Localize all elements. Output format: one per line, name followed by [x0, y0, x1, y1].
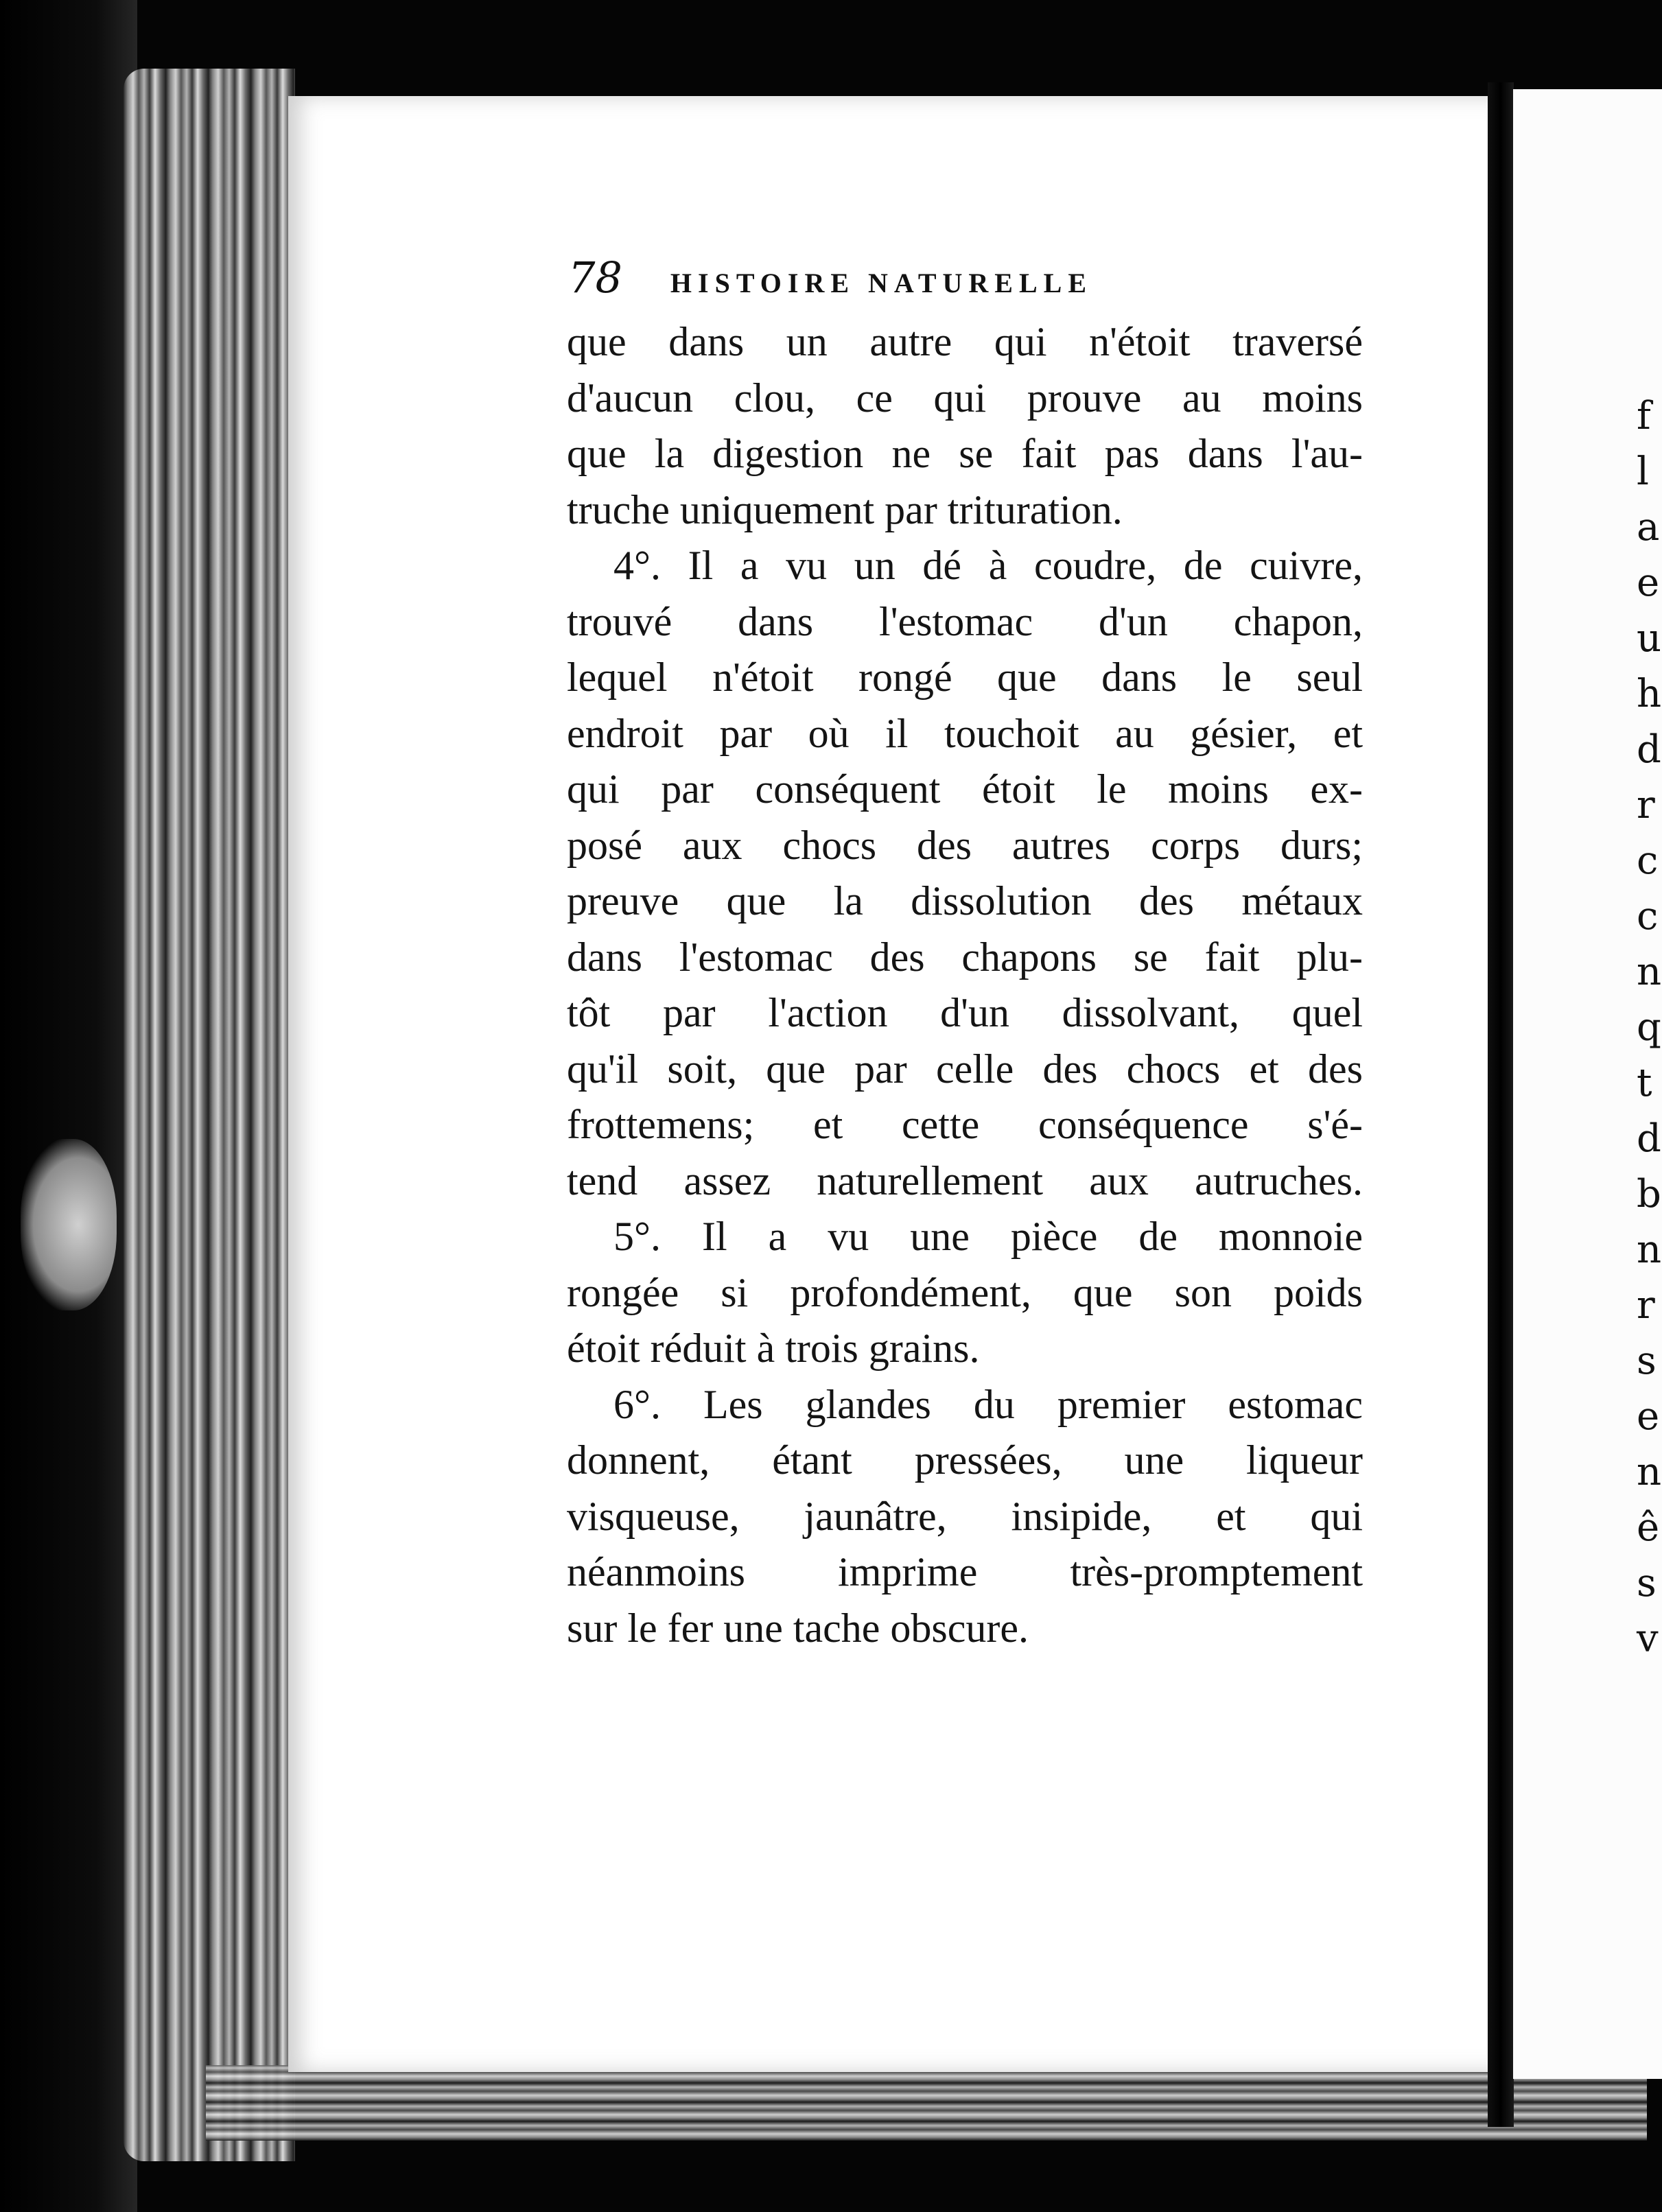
facing-letter: e — [1637, 1394, 1660, 1439]
page-number: 78 — [568, 252, 622, 303]
facing-letter: q — [1637, 1005, 1661, 1050]
facing-page-letters — [1637, 89, 1662, 1661]
text-line: tend assez naturellement aux autruches. — [567, 1157, 1363, 1203]
facing-letter: c — [1637, 894, 1659, 939]
text-line: tôt par l'action d'un dissolvant, quel — [567, 990, 1363, 1035]
facing-letter: h — [1637, 672, 1662, 716]
paragraph-start-line: 4°. Il a vu un dé à coudre, de cuivre, — [613, 543, 1363, 588]
paragraph-start-line: 5°. Il a vu une pièce de monnoie — [613, 1214, 1363, 1259]
facing-letter: f — [1637, 394, 1651, 438]
book-binding-edge — [124, 69, 295, 2161]
text-line: d'aucun clou, ce qui prouve au moins — [567, 375, 1363, 421]
text-line: qui par conséquent étoit le moins ex- — [567, 766, 1363, 812]
text-line: donnent, étant pressées, une liqueur — [567, 1437, 1363, 1483]
text-line: que la digestion ne se fait pas dans l'au- — [567, 431, 1363, 476]
facing-page-sliver — [1513, 89, 1662, 2079]
body-text — [567, 314, 1363, 1656]
facing-letter: d — [1637, 727, 1661, 772]
text-line: qu'il soit, que par celle des chocs et des — [567, 1046, 1363, 1092]
text-line: sur le fer une tache obscure. — [567, 1605, 1029, 1651]
text-line: endroit par où il touchoit au gésier, et — [567, 710, 1363, 756]
facing-letter: t — [1637, 1061, 1652, 1105]
binding-shadow — [0, 0, 137, 2212]
text-line: dans l'estomac des chapons se fait plu- — [567, 934, 1363, 980]
facing-letter: e — [1637, 561, 1660, 605]
facing-letter: s — [1637, 1339, 1657, 1383]
text-line: rongée si profondément, que son poids — [567, 1269, 1363, 1315]
page-header — [568, 252, 1254, 307]
facing-letter: n — [1637, 950, 1662, 994]
facing-letter: b — [1637, 1172, 1661, 1216]
facing-letter: c — [1637, 838, 1659, 883]
facing-letter: s — [1637, 1561, 1657, 1605]
text-line: truche uniquement par trituration. — [567, 486, 1123, 532]
paragraph-start-line: 6°. Les glandes du premier estomac — [613, 1381, 1363, 1427]
facing-letter: l — [1637, 449, 1649, 494]
text-line: néanmoins imprime très-promptement — [567, 1549, 1363, 1595]
facing-letter: n — [1637, 1227, 1662, 1272]
facing-letter: r — [1637, 783, 1655, 827]
text-line: étoit réduit à trois grains. — [567, 1326, 980, 1371]
page-bottom-edge — [206, 2065, 1647, 2141]
text-line: que dans un autre qui n'étoit traversé — [567, 319, 1363, 364]
facing-letter: u — [1637, 616, 1662, 661]
facing-letter: d — [1637, 1116, 1661, 1161]
facing-letter: a — [1637, 505, 1660, 550]
text-line: lequel n'étoit rongé que dans le seul — [567, 655, 1363, 700]
text-line: frottemens; et cette conséquence s'é- — [567, 1102, 1363, 1147]
text-line: preuve que la dissolution des métaux — [567, 878, 1363, 923]
facing-letter: v — [1637, 1616, 1659, 1661]
book-gutter — [1488, 82, 1514, 2127]
text-line: trouvé dans l'estomac d'un chapon, — [567, 598, 1363, 644]
facing-letter: ê — [1637, 1505, 1660, 1550]
running-head: HISTOIRE NATURELLE — [670, 268, 1093, 298]
text-line: posé aux chocs des autres corps durs; — [567, 822, 1363, 868]
text-line: visqueuse, jaunâtre, insipide, et qui — [567, 1493, 1363, 1539]
facing-letter: r — [1637, 1283, 1655, 1328]
facing-letter: n — [1637, 1450, 1662, 1494]
torn-paper-fragment — [21, 1139, 117, 1310]
